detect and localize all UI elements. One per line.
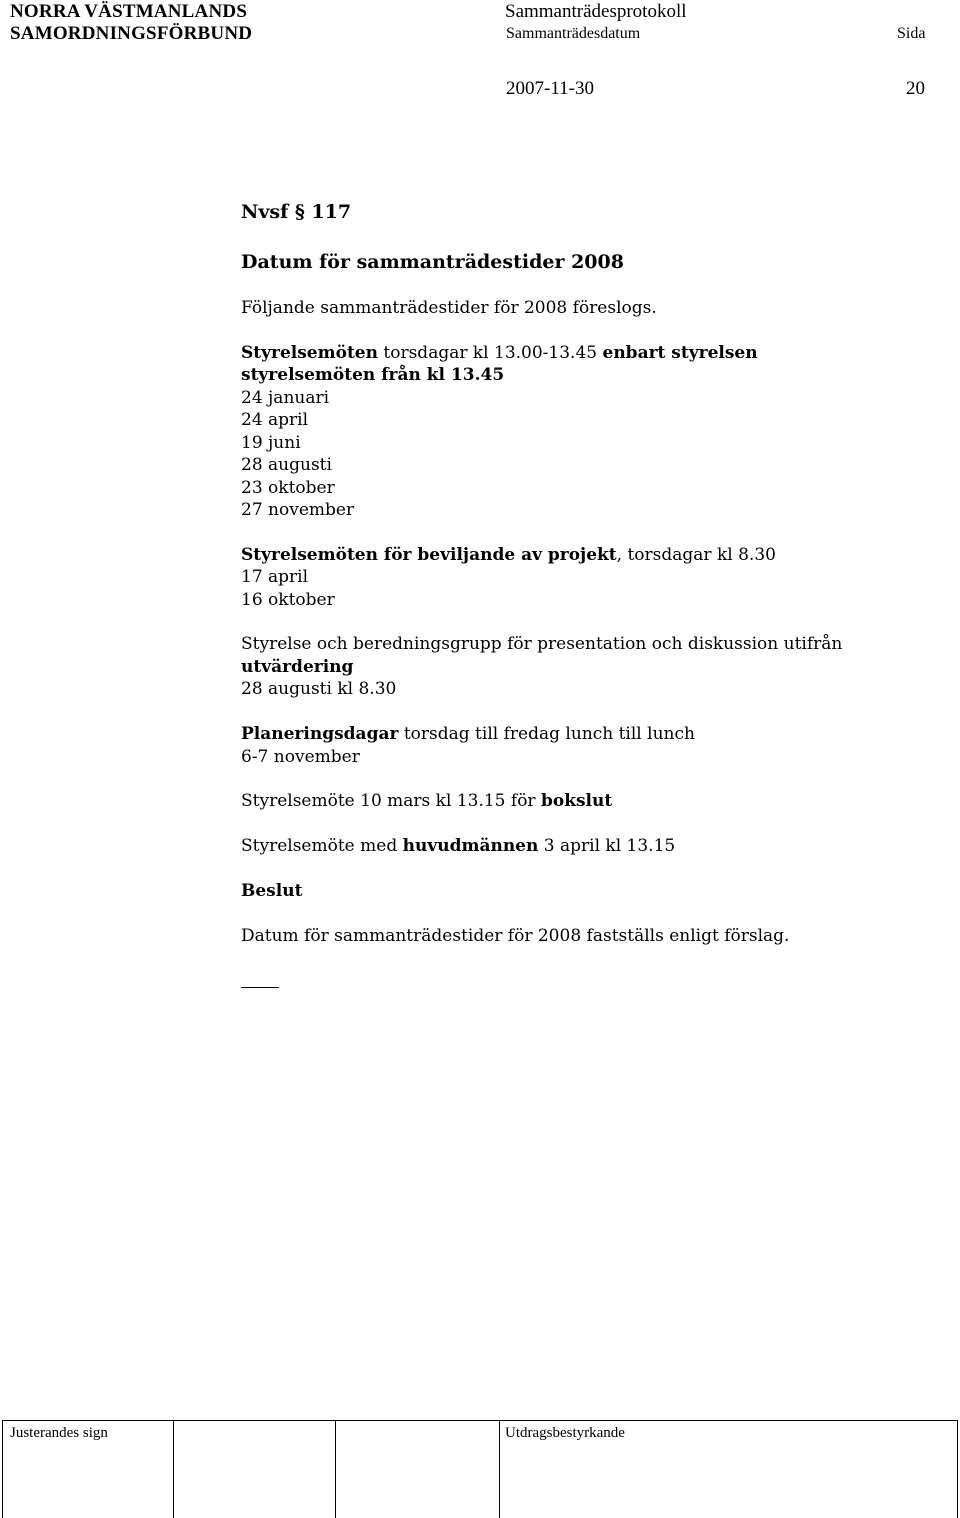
decision-heading: Beslut — [241, 881, 303, 901]
decision-text: Datum för sammanträdestider för 2008 fastställs enligt förslag. — [241, 926, 790, 946]
accounts-meeting-bold: bokslut — [540, 791, 613, 811]
table-border — [2, 1421, 3, 1518]
accounts-meeting-text: Styrelsemöte 10 mars kl 13.15 för — [241, 791, 541, 811]
principals-bold: huvudmännen — [402, 836, 539, 856]
page-number: 20 — [906, 78, 925, 99]
principals-text-before: Styrelsemöte med — [241, 836, 403, 856]
evaluation-line2: utvärdering — [241, 657, 354, 677]
board-date: 23 oktober — [241, 478, 335, 498]
board-only-label: enbart styrelsen — [602, 343, 758, 363]
table-divider — [173, 1421, 174, 1518]
end-rule — [241, 987, 279, 988]
sign-label: Justerandes sign — [10, 1425, 108, 1441]
table-divider — [335, 1421, 336, 1518]
planning-line — [241, 723, 695, 746]
project-date: 17 april — [241, 567, 309, 587]
accounts-meeting-line — [241, 790, 612, 813]
board-date: 24 januari — [241, 388, 330, 408]
table-border — [957, 1421, 958, 1518]
board-date: 27 november — [241, 500, 355, 520]
board-date: 24 april — [241, 410, 309, 430]
section-id: Nvsf § 117 — [241, 201, 352, 223]
page-label: Sida — [897, 25, 926, 42]
project-date: 16 oktober — [241, 590, 335, 610]
org-name-line1: NORRA VÄSTMANLANDS — [10, 1, 248, 22]
planning-date: 6-7 november — [241, 747, 360, 767]
project-meetings-time: , torsdagar kl 8.30 — [616, 545, 776, 565]
table-divider — [499, 1421, 500, 1518]
board-meetings-label: Styrelsemöten — [241, 343, 378, 363]
board-date: 19 juni — [241, 433, 301, 453]
meeting-date-value: 2007-11-30 — [506, 78, 594, 99]
principals-meeting-line — [241, 835, 675, 858]
board-date: 28 augusti — [241, 455, 332, 475]
meeting-date-label: Sammanträdesdatum — [506, 25, 641, 42]
board-meetings-line2: styrelsemöten från kl 13.45 — [241, 365, 505, 385]
excerpt-label: Utdragsbestyrkande — [505, 1425, 625, 1441]
evaluation-line1: Styrelse och beredningsgrupp för presentation och diskussion utifrån — [241, 634, 843, 654]
principals-text-after: 3 april kl 13.15 — [538, 836, 676, 856]
document-type: Sammanträdesprotokoll — [505, 1, 687, 22]
planning-text: torsdag till fredag lunch till lunch — [398, 724, 695, 744]
planning-label: Planeringsdagar — [241, 724, 399, 744]
project-meetings-line — [241, 544, 776, 567]
intro-text: Följande sammanträdestider för 2008 föreslogs. — [241, 298, 657, 318]
evaluation-date: 28 augusti kl 8.30 — [241, 679, 397, 699]
project-meetings-label: Styrelsemöten för beviljande av projekt — [241, 545, 617, 565]
section-title: Datum för sammanträdestider 2008 — [241, 251, 624, 273]
signature-table — [2, 1420, 958, 1518]
board-meetings-line — [241, 342, 758, 365]
board-meetings-time: torsdagar kl 13.00-13.45 — [377, 343, 603, 363]
org-name-line2: SAMORDNINGSFÖRBUND — [10, 23, 253, 44]
